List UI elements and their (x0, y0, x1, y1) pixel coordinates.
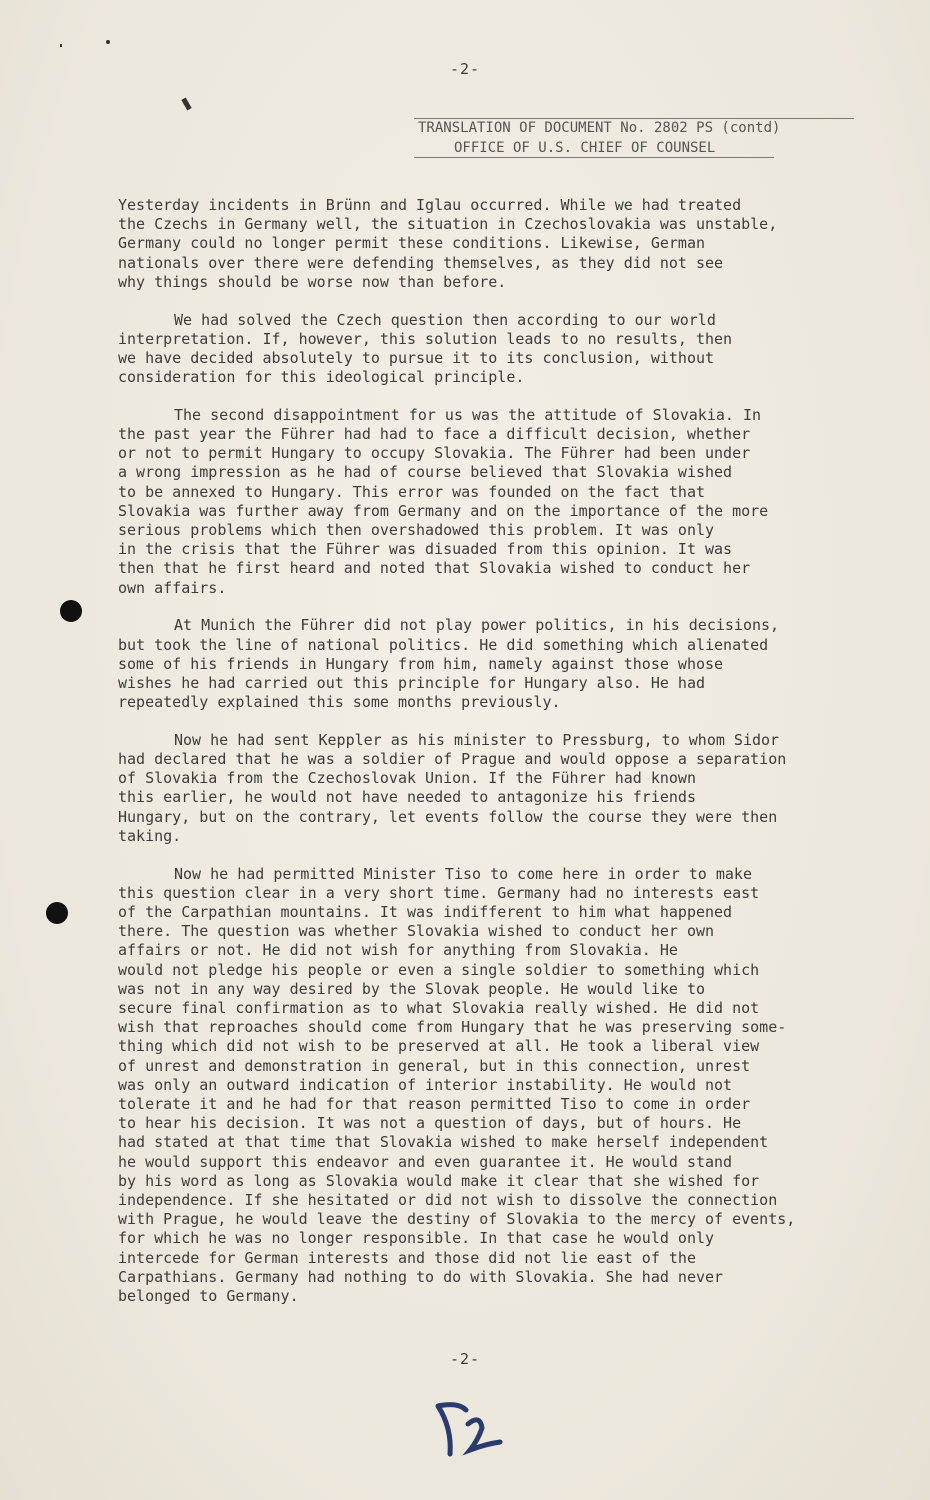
text-line: At Munich the Führer did not play power politics, in his decisions, (174, 616, 780, 635)
text-line: why things should be worse now than before. (118, 272, 507, 291)
text-line: wishes he had carried out this principle for Hungary also. He had (118, 673, 705, 692)
ink-mark (181, 98, 191, 111)
text-line: the past year the Führer had had to face a difficult decision, whether (118, 425, 751, 444)
text-line: of Slovakia from the Czechoslovak Union. If the Führer had known (118, 769, 696, 788)
text-line: in the crisis that the Führer was disuaded from this opinion. It was (118, 540, 733, 559)
text-line: by his word as long as Slovakia would make it clear that she wished for (118, 1171, 760, 1190)
ink-speck (60, 44, 62, 47)
page-number-top: -2- (449, 60, 481, 78)
header-rule-top (414, 118, 854, 119)
text-line: repeatedly explained this some months previously. (118, 693, 561, 712)
text-line: of unrest and demonstration in general, but in this connection, unrest (118, 1056, 751, 1075)
text-line: Now he had sent Keppler as his minister to Pressburg, to whom Sidor (174, 730, 780, 749)
header-rule-bottom (414, 157, 774, 158)
text-line: would not pledge his people or even a single soldier to something which (118, 960, 760, 979)
text-line: then that he first heard and noted that Slovakia wished to conduct her (118, 559, 751, 578)
text-line: consideration for this ideological principle. (118, 368, 525, 387)
text-line: Germany could no longer permit these conditions. Likewise, German (118, 234, 705, 253)
text-line: belonged to Germany. (118, 1287, 299, 1306)
text-line: secure final confirmation as to what Slovakia really wished. He did not (118, 999, 760, 1018)
text-line: a wrong impression as he had of course believed that Slovakia wished (118, 463, 733, 482)
text-line: Yesterday incidents in Brünn and Iglau occurred. While we had treated (118, 196, 742, 214)
text-line: had stated at that time that Slovakia wished to make herself independent (118, 1133, 769, 1152)
header-translation-line: TRANSLATION OF DOCUMENT No. 2802 PS (contd) (418, 120, 781, 136)
text-line: some of his friends in Hungary from him, namely against those whose (118, 654, 724, 673)
paragraph (118, 406, 838, 598)
text-line: the Czechs in Germany well, the situation in Czechoslovakia was unstable, (118, 215, 778, 234)
text-line: Carpathians. Germany had nothing to do with Slovakia. She had never (118, 1267, 724, 1286)
text-line: we have decided absolutely to pursue it to its conclusion, without (118, 348, 715, 367)
paragraph (118, 731, 838, 846)
header-office-line: OFFICE OF U.S. CHIEF OF COUNSEL (454, 140, 716, 156)
text-line: thing which did not wish to be preserved at all. He took a liberal view (118, 1037, 760, 1056)
punch-hole (46, 902, 68, 924)
text-line: We had solved the Czech question then according to our world (174, 310, 716, 329)
text-line: nationals over there were defending themselves, as they did not see (118, 253, 724, 272)
text-line: for which he was no longer responsible. In that case he would only (118, 1229, 715, 1248)
text-line: Hungary, but on the contrary, let events follow the course they were then (118, 807, 778, 826)
page-number-bottom: -2- (449, 1350, 481, 1368)
text-line: affairs or not. He did not wish for anything from Slovakia. He (118, 941, 678, 960)
text-line: to hear his decision. It was not a question of days, but of hours. He (118, 1114, 742, 1133)
text-line: wish that reproaches should come from Hungary that he was preserving some- (118, 1018, 787, 1037)
text-line: Now he had permitted Minister Tiso to come here in order to make (174, 864, 752, 883)
text-line: Slovakia was further away from Germany and on the importance of the more (118, 501, 769, 520)
text-line: intercede for German interests and those did not lie east of the (118, 1248, 696, 1267)
text-line: was not in any way desired by the Slovak people. He would like to (118, 979, 705, 998)
text-line: he would support this endeavor and even guarantee it. He would stand (118, 1152, 733, 1171)
text-line: interpretation. If, however, this solution leads to no results, then (118, 329, 733, 348)
text-line: with Prague, he would leave the destiny of Slovakia to the mercy of events, (118, 1210, 796, 1229)
text-line: independence. If she hesitated or did not wish to dissolve the connection (118, 1191, 778, 1210)
document-header (414, 118, 854, 158)
text-line: to be annexed to Hungary. This error was founded on the fact that (118, 482, 705, 501)
text-line: there. The question was whether Slovakia wished to conduct her own (118, 922, 715, 941)
ink-speck (106, 40, 110, 44)
paragraph (118, 196, 838, 292)
document-body (118, 196, 838, 1325)
text-line: or not to permit Hungary to occupy Slovakia. The Führer had been under (118, 444, 751, 463)
handwritten-page-mark (428, 1398, 508, 1458)
text-line: this earlier, he would not have needed to antagonize his friends (118, 788, 696, 807)
punch-hole (60, 600, 82, 622)
paragraph (118, 311, 838, 388)
text-line: The second disappointment for us was the attitude of Slovakia. In (174, 405, 761, 424)
paragraph (118, 865, 838, 1307)
text-line: but took the line of national politics. He did something which alienated (118, 635, 769, 654)
text-line: of the Carpathian mountains. It was indifferent to him what happened (118, 903, 733, 921)
text-line: serious problems which then overshadowed this problem. It was only (118, 521, 715, 540)
text-line: this question clear in a very short time. Germany had no interests east (118, 883, 760, 902)
paragraph (118, 616, 838, 712)
text-line: was only an outward indication of interior instability. He would not (118, 1075, 733, 1094)
text-line: tolerate it and he had for that reason permitted Tiso to come in order (118, 1095, 751, 1114)
text-line: own affairs. (118, 578, 227, 597)
text-line: taking. (118, 826, 182, 845)
text-line: had declared that he was a soldier of Prague and would oppose a separation (118, 750, 787, 769)
